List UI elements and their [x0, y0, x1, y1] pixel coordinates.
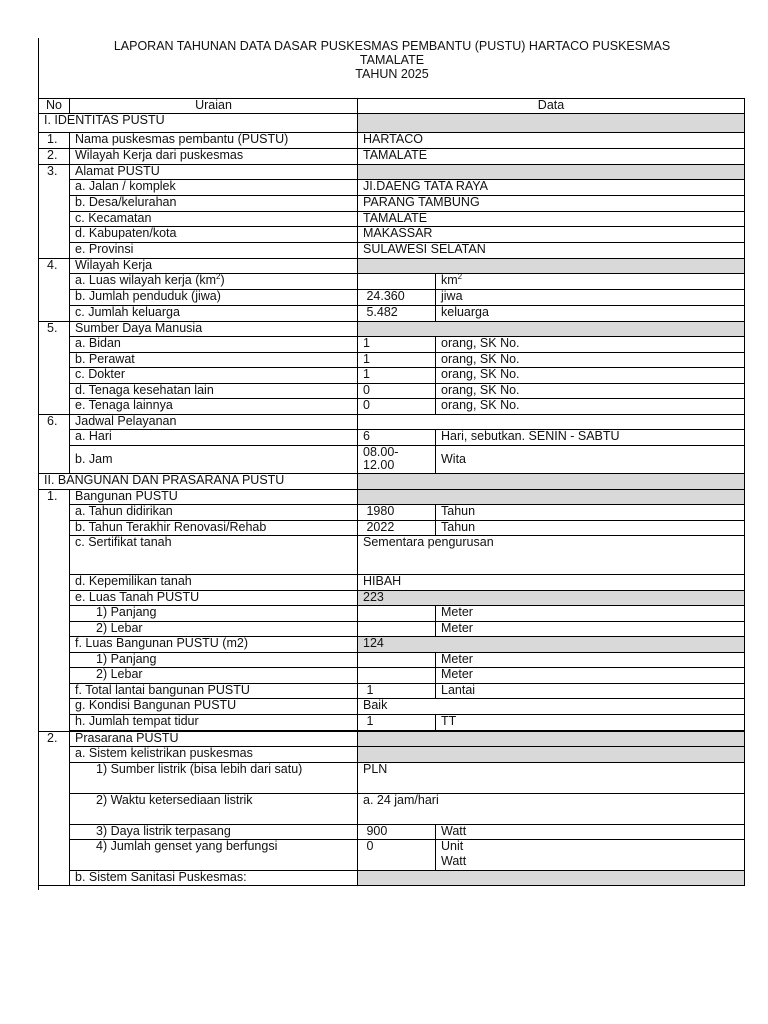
row-value: 223 [358, 591, 745, 606]
table-row [39, 322, 745, 337]
row-label: d. Kabupaten/kota [70, 227, 358, 243]
row-label: 1) Panjang [70, 653, 358, 668]
table-row [39, 368, 745, 384]
row-unit: Tahun [436, 505, 745, 521]
row-label: c. Kecamatan [70, 212, 358, 227]
row-label: 2) Lebar [70, 622, 358, 637]
row-value: 0 [358, 399, 436, 415]
table-row [39, 415, 745, 430]
table-row [39, 196, 745, 212]
row-value [358, 653, 436, 668]
row-no: 6. [39, 415, 70, 474]
row-label: e. Tenaga lainnya [70, 399, 358, 415]
row-label: Jadwal Pelayanan [70, 415, 358, 430]
row-no: 3. [39, 165, 70, 259]
row-value: PLN [358, 763, 745, 794]
table-row [39, 290, 745, 306]
row-value: Sementara pengurusan [358, 536, 745, 575]
shaded-cell [358, 871, 745, 886]
row-value: TAMALATE [358, 212, 745, 227]
table-row [39, 165, 745, 180]
table-row [39, 446, 745, 474]
row-label: g. Kondisi Bangunan PUSTU [70, 699, 358, 715]
table-row [39, 794, 745, 825]
table-row [39, 259, 745, 274]
shaded-cell [358, 474, 745, 490]
row-label: b. Perawat [70, 353, 358, 368]
row-label: Alamat PUSTU [70, 165, 358, 180]
report-table [38, 98, 745, 886]
row-value: JI.DAENG TATA RAYA [358, 180, 745, 196]
row-label: a. Jalan / komplek [70, 180, 358, 196]
row-label: a. Hari [70, 430, 358, 446]
row-unit: Meter [436, 653, 745, 668]
report-title [40, 39, 744, 81]
table-row [39, 212, 745, 227]
shaded-cell [358, 732, 745, 747]
row-no: 1. [39, 490, 70, 732]
row-label: b. Tahun Terakhir Renovasi/Rehab [70, 521, 358, 536]
table-row [39, 243, 745, 259]
shaded-cell [358, 259, 745, 274]
row-value: 900 [358, 825, 436, 840]
title-line-1: LAPORAN TAHUNAN DATA DASAR PUSKESMAS PEMBANTU (PUSTU) HARTACO PUSKESMAS [113, 39, 671, 53]
table-row [39, 490, 745, 505]
row-value: 2022 [358, 521, 436, 536]
table-row [39, 180, 745, 196]
table-row [39, 715, 745, 731]
table-row [39, 430, 745, 446]
row-label: f. Luas Bangunan PUSTU (m2) [70, 637, 358, 653]
row-label: 2) Lebar [70, 668, 358, 684]
table-row [39, 684, 745, 699]
row-value: PARANG TAMBUNG [358, 196, 745, 212]
row-value: 1 [358, 368, 436, 384]
row-no: 5. [39, 322, 70, 415]
row-value: 08.00- 12.00 [358, 446, 436, 474]
row-no: 1. [39, 133, 70, 149]
row-value: 24.360 [358, 290, 436, 306]
row-label: a. Luas wilayah kerja $(km^2)$ [70, 274, 358, 290]
table-row [39, 505, 745, 521]
table-row [39, 274, 745, 290]
row-label: h. Jumlah tempat tidur [70, 715, 358, 731]
row-value: HARTACO [358, 133, 745, 149]
row-label: Nama puskesmas pembantu (PUSTU) [70, 133, 358, 149]
row-unit: $km^2$ [436, 274, 745, 290]
row-unit: orang, SK No. [436, 353, 745, 368]
row-label: c. Dokter [70, 368, 358, 384]
row-value: 1 [358, 337, 436, 353]
row-value: TAMALATE [358, 149, 745, 165]
table-row [39, 521, 745, 536]
row-no: 2. [39, 732, 70, 886]
row-label: b. Jam [70, 446, 358, 474]
row-value: 1 [358, 684, 436, 699]
table-row [39, 732, 745, 747]
row-value [358, 274, 436, 290]
row-unit: Unit Watt [436, 840, 745, 871]
table-row [39, 637, 745, 653]
row-label: Bangunan PUSTU [70, 490, 358, 505]
row-value [358, 668, 436, 684]
table-row [39, 699, 745, 715]
table-row [39, 606, 745, 622]
row-unit: Lantai [436, 684, 745, 699]
row-label: a. Tahun didirikan [70, 505, 358, 521]
row-label: Prasarana PUSTU [70, 732, 358, 747]
row-value: Baik [358, 699, 745, 715]
row-unit: TT [436, 715, 745, 731]
row-value: 1 [358, 715, 436, 731]
row-unit: keluarga [436, 306, 745, 322]
row-unit: Wita [436, 446, 745, 474]
table-row [39, 591, 745, 606]
shaded-cell [358, 747, 745, 763]
row-unit: Watt [436, 825, 745, 840]
row-value: 124 [358, 637, 745, 653]
table-row [39, 763, 745, 794]
shaded-cell [358, 165, 745, 180]
table-header-row [39, 99, 745, 114]
shaded-cell [358, 490, 745, 505]
row-value: SULAWESI SELATAN [358, 243, 745, 259]
row-unit: Hari, sebutkan. SENIN - SABTU [436, 430, 745, 446]
row-label: 1) Sumber listrik (bisa lebih dari satu) [70, 763, 358, 794]
row-label: b. Sistem Sanitasi Puskesmas: [70, 871, 358, 886]
header-data: Data [358, 99, 745, 114]
row-label: Wilayah Kerja [70, 259, 358, 274]
row-label: e. Provinsi [70, 243, 358, 259]
section-row [39, 114, 745, 133]
row-value: 1 [358, 353, 436, 368]
title-line-2: TAMALATE [359, 53, 425, 67]
section-title: II. BANGUNAN DAN PRASARANA PUSTU [39, 474, 358, 490]
table-row [39, 399, 745, 415]
section-title: I. IDENTITAS PUSTU [39, 114, 358, 133]
row-label: 3) Daya listrik terpasang [70, 825, 358, 840]
row-value: HIBAH [358, 575, 745, 591]
row-value: MAKASSAR [358, 227, 745, 243]
table-row [39, 653, 745, 668]
table-row [39, 536, 745, 575]
table-row [39, 622, 745, 637]
row-unit: Meter [436, 622, 745, 637]
shaded-cell [358, 322, 745, 337]
table-row [39, 149, 745, 165]
section-row [39, 474, 745, 490]
header-uraian: Uraian [70, 99, 358, 114]
row-label: Sumber Daya Manusia [70, 322, 358, 337]
row-label: 4) Jumlah genset yang berfungsi [70, 840, 358, 871]
row-unit: Meter [436, 668, 745, 684]
row-label: f. Total lantai bangunan PUSTU [70, 684, 358, 699]
table-row [39, 747, 745, 763]
row-label: c. Jumlah keluarga [70, 306, 358, 322]
row-value: a. 24 jam/hari [358, 794, 745, 825]
row-unit: Tahun [436, 521, 745, 536]
row-value: 1980 [358, 505, 436, 521]
table-row [39, 668, 745, 684]
table-row [39, 825, 745, 840]
row-value: 0 [358, 384, 436, 399]
row-value: 6 [358, 430, 436, 446]
row-label: c. Sertifikat tanah [70, 536, 358, 575]
row-label: d. Tenaga kesehatan lain [70, 384, 358, 399]
row-label: b. Jumlah penduduk (jiwa) [70, 290, 358, 306]
table-row [39, 871, 745, 886]
row-unit: orang, SK No. [436, 399, 745, 415]
table-row [39, 575, 745, 591]
row-label: Wilayah Kerja dari puskesmas [70, 149, 358, 165]
table-row [39, 133, 745, 149]
row-value: 0 [358, 840, 436, 871]
table-row [39, 227, 745, 243]
row-no: 2. [39, 149, 70, 165]
table-row [39, 840, 745, 871]
table-row [39, 306, 745, 322]
row-unit: orang, SK No. [436, 337, 745, 353]
row-no: 4. [39, 259, 70, 322]
row-label: e. Luas Tanah PUSTU [70, 591, 358, 606]
row-label: a. Sistem kelistrikan puskesmas [70, 747, 358, 763]
row-unit: jiwa [436, 290, 745, 306]
table-row [39, 384, 745, 399]
empty-cell [358, 415, 745, 430]
row-label: d. Kepemilikan tanah [70, 575, 358, 591]
row-label: a. Bidan [70, 337, 358, 353]
row-label: b. Desa/kelurahan [70, 196, 358, 212]
row-value: 5.482 [358, 306, 436, 322]
row-unit: orang, SK No. [436, 368, 745, 384]
shaded-cell [358, 114, 745, 133]
row-label: 2) Waktu ketersediaan listrik [70, 794, 358, 825]
title-line-3: TAHUN 2025 [355, 67, 429, 81]
row-value [358, 622, 436, 637]
row-unit: orang, SK No. [436, 384, 745, 399]
row-label: 1) Panjang [70, 606, 358, 622]
header-no: No [39, 99, 70, 114]
row-value [358, 606, 436, 622]
table-row [39, 337, 745, 353]
table-row [39, 353, 745, 368]
row-unit: Meter [436, 606, 745, 622]
